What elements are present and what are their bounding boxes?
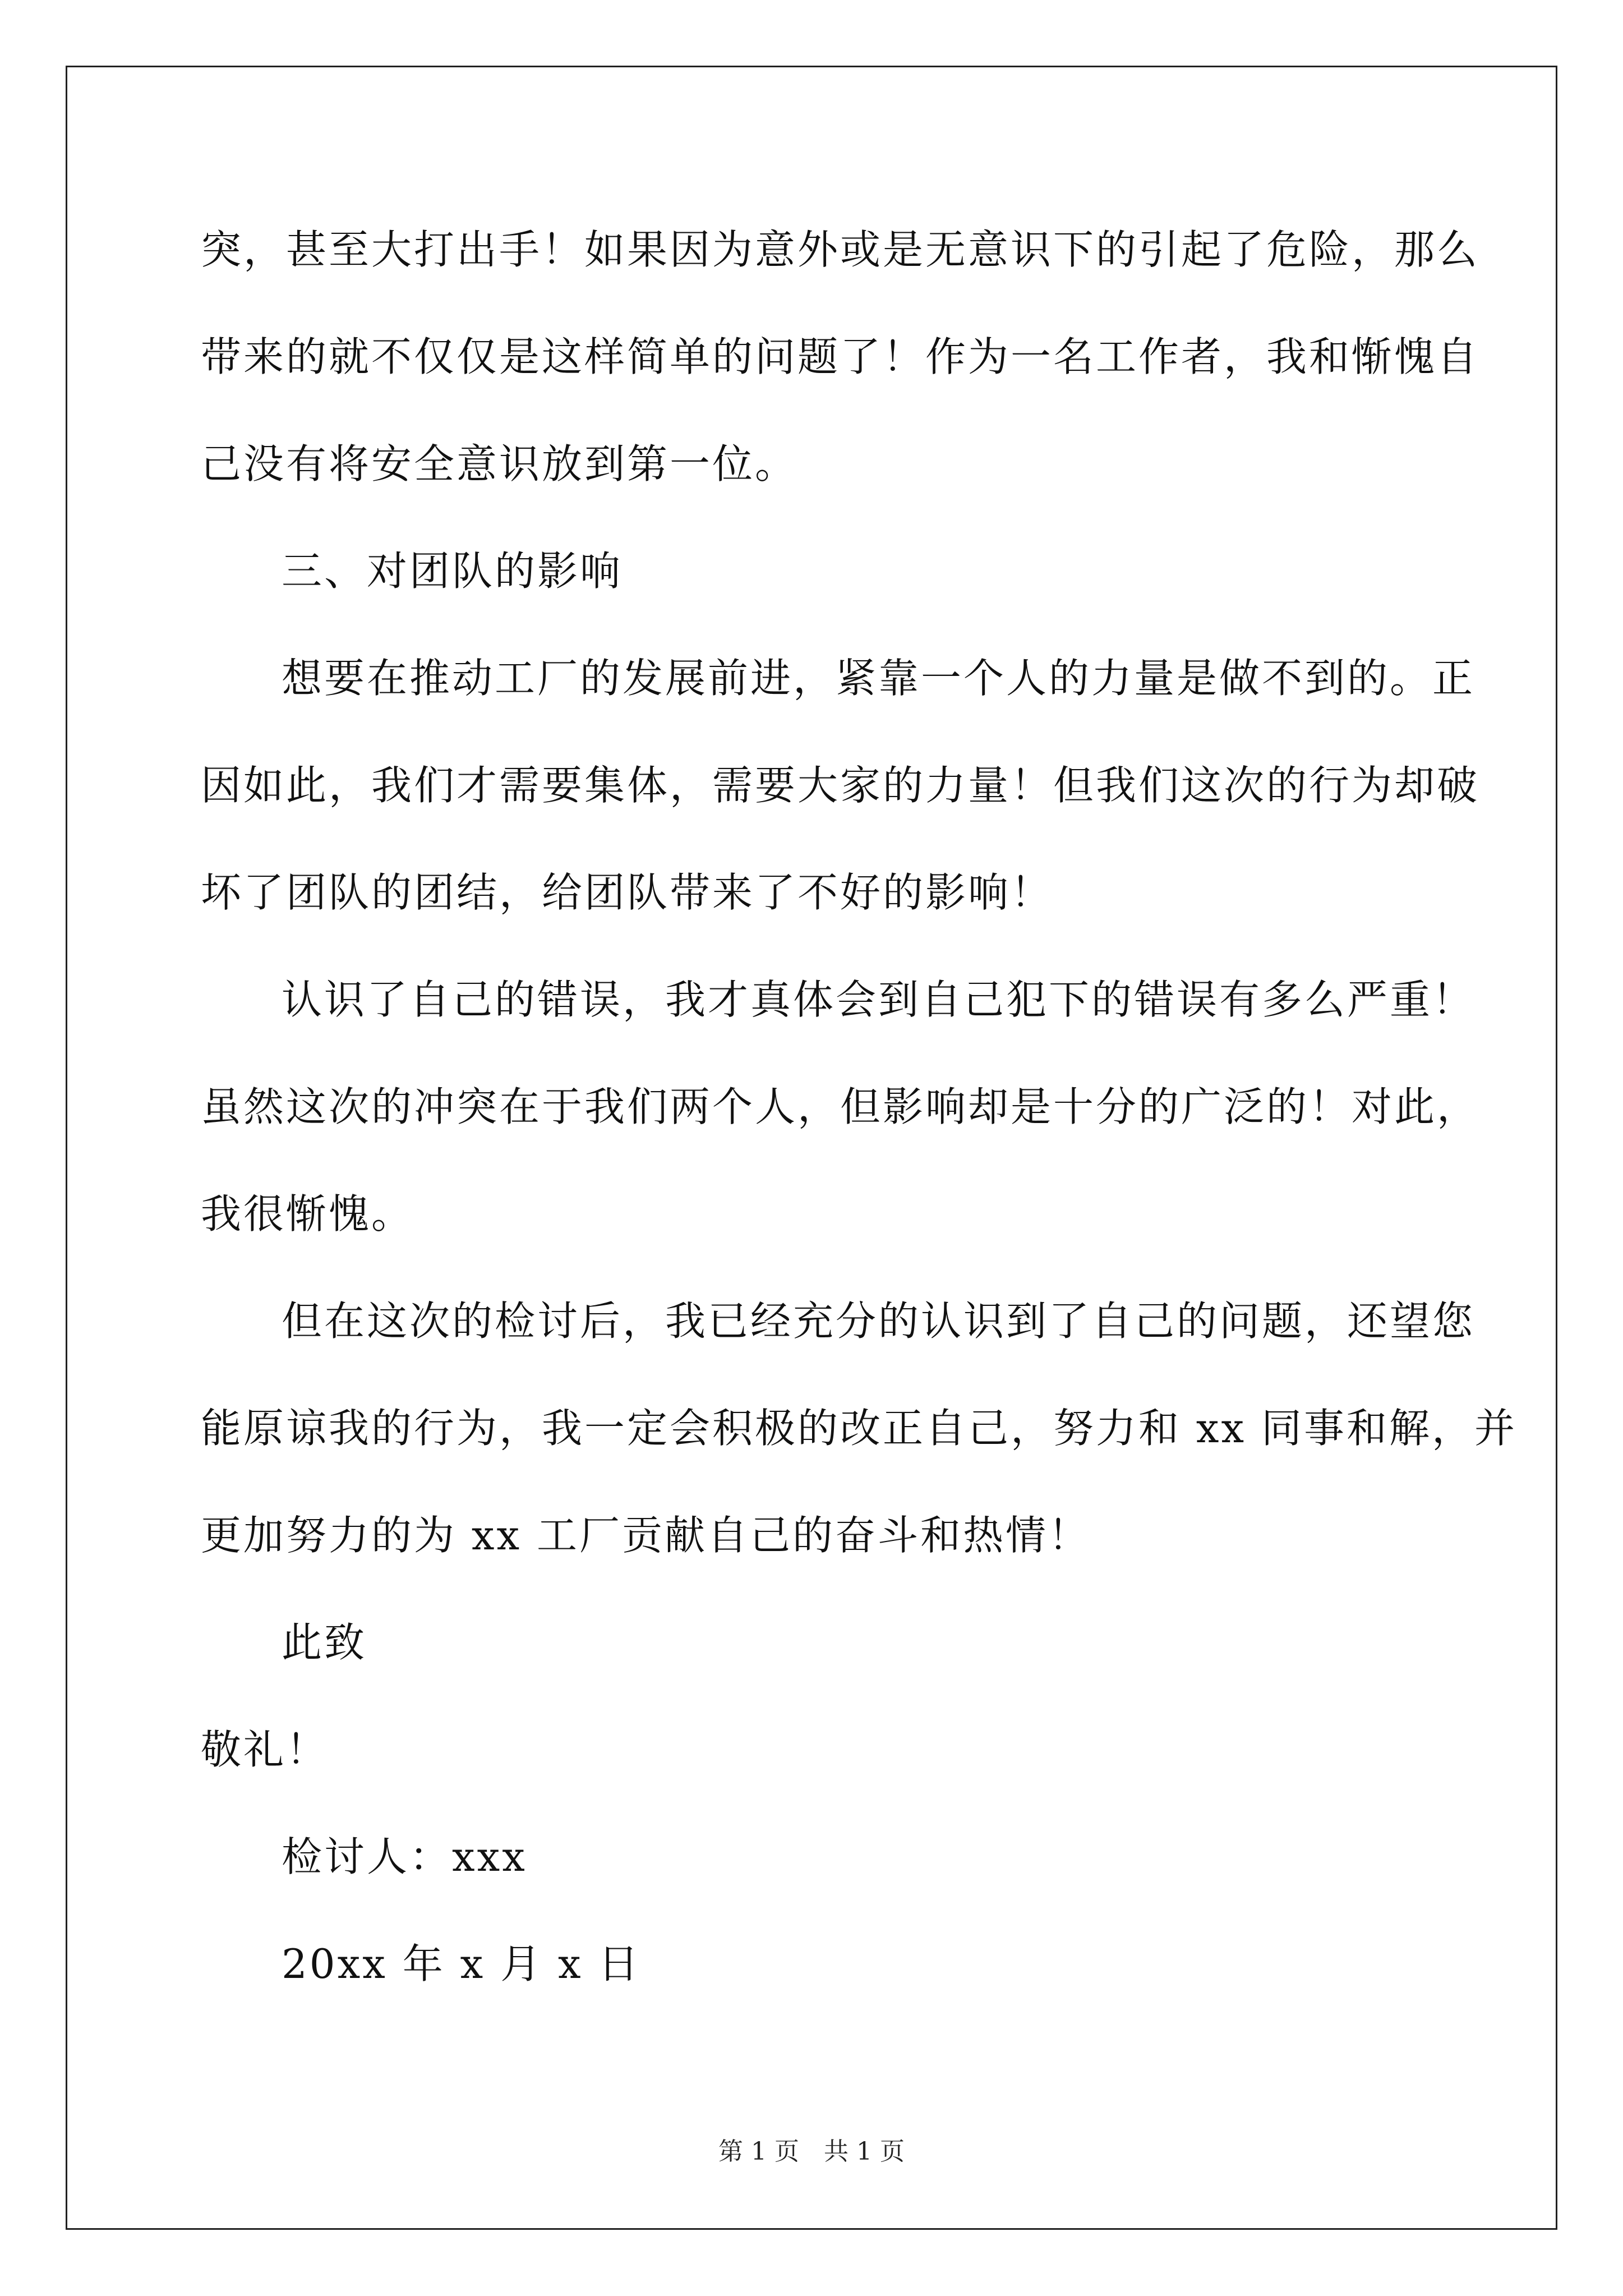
document-body	[201, 216, 1517, 2037]
body-line-2: 带来的就不仅仅是这样简单的问题了！作为一名工作者，我和惭愧自	[201, 333, 1480, 380]
body-line-3: 己没有将安全意识放到第一位。	[201, 440, 798, 487]
section-heading: 三、对团队的影响	[282, 547, 623, 595]
body-line-10: 我很惭愧。	[201, 1190, 414, 1237]
body-line-8: 认识了自己的错误，我才真体会到自己犯下的错误有多么严重！	[282, 976, 1476, 1023]
body-line-6: 因如此，我们才需要集体，需要大家的力量！但我们这次的行为却破	[201, 762, 1480, 809]
signature-line: 检讨人：xxx	[282, 1833, 527, 1880]
page-footer: 第 1 页 共 1 页	[718, 2137, 905, 2166]
body-line-9: 虽然这次的冲突在于我们两个人，但影响却是十分的广泛的！对此，	[201, 1083, 1480, 1130]
body-line-7: 坏了团队的团结，给团队带来了不好的影响！	[201, 869, 1054, 916]
salutation: 敬礼！	[201, 1726, 329, 1773]
closing-phrase: 此致	[282, 1619, 367, 1666]
body-line-12: 能原谅我的行为，我一定会积极的改正自己，努力和 xx 同事和解，并	[201, 1405, 1517, 1452]
body-line-11: 但在这次的检讨后，我已经充分的认识到了自己的问题，还望您	[282, 1297, 1476, 1345]
body-line-1: 突，甚至大打出手！如果因为意外或是无意识下的引起了危险，那么	[201, 226, 1480, 273]
body-line-13: 更加努力的为 xx 工厂贡献自己的奋斗和热情！	[201, 1512, 1091, 1559]
body-line-5: 想要在推动工厂的发展前进，紧靠一个人的力量是做不到的。正	[282, 655, 1476, 702]
date-line: 20xx 年 x 月 x 日	[282, 1940, 641, 1987]
